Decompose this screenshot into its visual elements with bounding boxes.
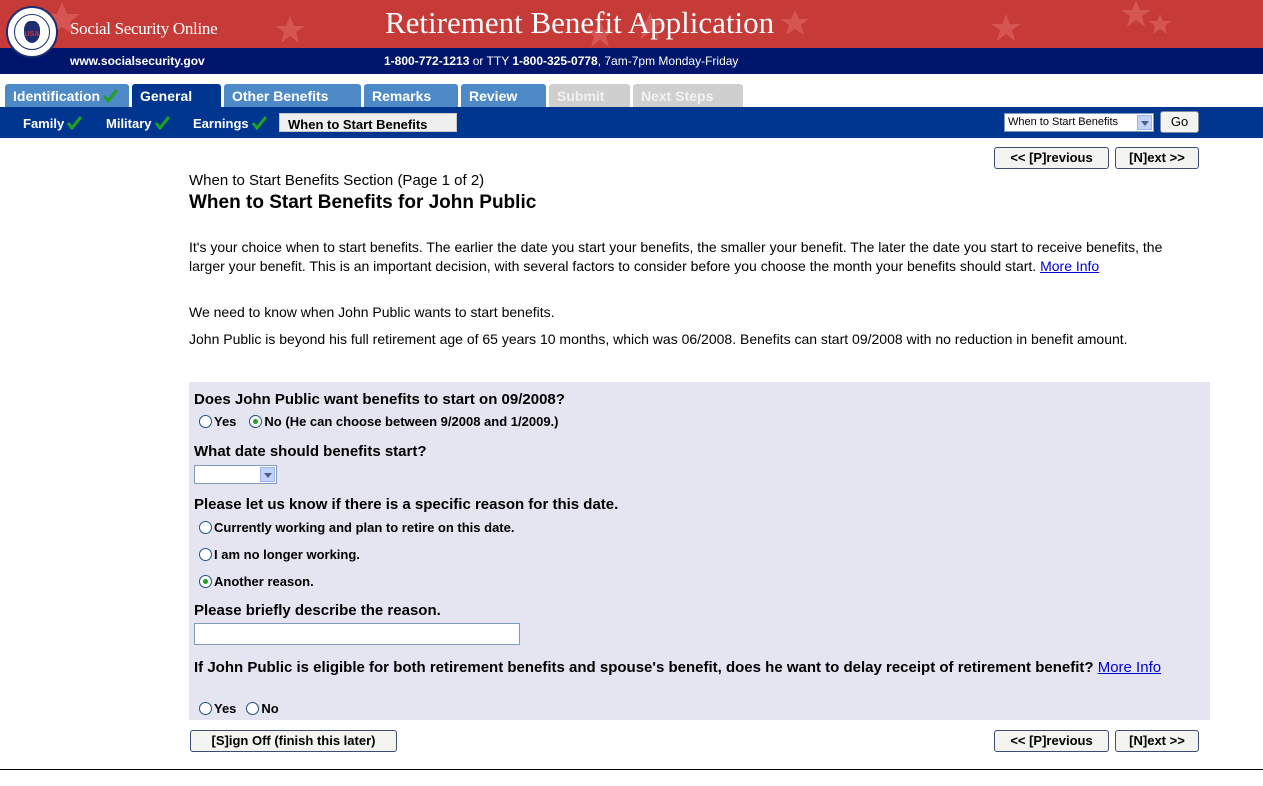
q1-no-radio[interactable] <box>249 415 262 428</box>
q5-text: If John Public is eligible for both retirement benefits and spouse's benefit, does he want to delay receipt of retirement benefit? <box>194 659 1098 676</box>
subtab-label: Military <box>106 116 152 131</box>
subtab-label: Earnings <box>193 116 249 131</box>
tab-label: Submit <box>557 88 605 104</box>
need-to-know-text: We need to know when John Public wants to start benefits. <box>189 304 555 320</box>
q1-options <box>199 414 558 429</box>
tab-label: Review <box>469 88 518 104</box>
q5-no-label: No <box>261 701 279 716</box>
section-nav-select[interactable] <box>1004 113 1154 132</box>
tab-identification[interactable] <box>5 84 129 107</box>
site-url: www.socialsecurity.gov <box>70 54 205 68</box>
subtab-earnings[interactable] <box>193 116 267 131</box>
q1-no-label: No (He can choose between 9/2008 and 1/2009.) <box>264 414 559 429</box>
tab-general[interactable] <box>132 84 221 107</box>
subtab-family[interactable] <box>23 116 82 131</box>
reason-not-working-label: I am no longer working. <box>214 547 360 562</box>
phone-info <box>384 54 738 68</box>
tab-submit <box>549 84 630 107</box>
previous-button-top[interactable]: << [P]revious <box>994 147 1109 169</box>
go-button[interactable]: Go <box>1160 111 1199 133</box>
q5-yes-radio[interactable] <box>199 702 212 715</box>
phone-hours: , 7am-7pm Monday-Friday <box>597 54 739 68</box>
tab-review[interactable] <box>461 84 546 107</box>
q5-no-radio[interactable] <box>246 702 259 715</box>
start-date-select[interactable] <box>194 465 277 484</box>
ssa-seal-logo <box>6 6 58 58</box>
q-start-date: What date should benefits start? <box>194 443 427 460</box>
checkmark-icon <box>155 116 170 130</box>
reason-option-another <box>199 574 314 589</box>
reason-working-radio[interactable] <box>199 521 212 534</box>
reason-option-not-working <box>199 547 360 562</box>
q5-options <box>199 701 279 716</box>
seal-ring <box>14 14 50 50</box>
reason-text-input[interactable] <box>194 623 520 645</box>
tab-label: Other Benefits <box>232 88 329 104</box>
section-label: When to Start Benefits Section (Page 1 of 2) <box>189 172 485 189</box>
chevron-down-icon[interactable] <box>1137 115 1152 130</box>
q5-yes-label: Yes <box>214 701 237 716</box>
q5-more-info-link[interactable]: More Info <box>1097 659 1162 676</box>
page-title: When to Start Benefits for John Public <box>189 192 537 213</box>
q-describe-reason: Please briefly describe the reason. <box>194 602 441 619</box>
tab-label: Identification <box>13 88 101 104</box>
subtab-label: When to Start Benefits <box>288 117 428 132</box>
phone-primary: 1-800-772-1213 <box>384 54 470 68</box>
section-nav-selected: When to Start Benefits <box>1008 116 1119 128</box>
main-tabs <box>0 84 1263 107</box>
q-delay-retirement <box>194 658 1199 678</box>
question-panel <box>189 382 1210 720</box>
site-header <box>0 0 1263 48</box>
reason-option-working <box>199 520 514 535</box>
checkmark-icon <box>252 116 267 130</box>
brand-name: Social Security Online <box>70 19 218 38</box>
seal-text: USA <box>24 31 40 38</box>
next-button-top[interactable]: [N]ext >> <box>1115 147 1199 169</box>
tab-label: General <box>140 88 193 104</box>
retirement-age-text: John Public is beyond his full retirement age of 65 years 10 months, which was 06/2008. Benefits can start 09/2008 with no reduction in benefit amount. <box>189 331 1128 347</box>
q-start-0908: Does John Public want benefits to start on 09/2008? <box>194 391 565 408</box>
chevron-down-icon[interactable] <box>260 467 275 482</box>
tab-other-benefits[interactable] <box>224 84 361 107</box>
q1-yes-radio[interactable] <box>199 415 212 428</box>
subtab-label: Family <box>23 116 65 131</box>
checkmark-icon <box>67 116 82 130</box>
intro-text: It's your choice when to start benefits. The earlier the date you start your benefits, the smaller your benefit. The later the date you start to receive benefits, the larger your benefit. This is an important decision, with several factors to consider before you choose the month your benefits should start. <box>189 239 1163 274</box>
subtab-when-to-start-benefits[interactable] <box>279 113 457 132</box>
subtab-military[interactable] <box>106 116 170 131</box>
reason-working-label: Currently working and plan to retire on this date. <box>214 520 515 535</box>
more-info-link[interactable]: More Info <box>1040 258 1100 274</box>
previous-button-bottom[interactable]: << [P]revious <box>994 730 1109 752</box>
application-title: Retirement Benefit Application <box>385 5 775 40</box>
tab-label: Remarks <box>372 88 432 104</box>
next-button-bottom[interactable]: [N]ext >> <box>1115 730 1199 752</box>
q1-yes-label: Yes <box>214 414 237 429</box>
tab-remarks[interactable] <box>364 84 458 107</box>
footer-divider <box>0 769 1263 770</box>
intro-paragraph <box>189 238 1189 276</box>
tab-next-steps <box>633 84 743 107</box>
reason-another-label: Another reason. <box>214 574 314 589</box>
header-contact-bar <box>0 48 1263 74</box>
checkmark-icon <box>103 89 118 103</box>
tab-label: Next Steps <box>641 88 714 104</box>
phone-or: or TTY <box>469 54 513 68</box>
sign-off-button[interactable]: [S]ign Off (finish this later) <box>190 730 397 752</box>
reason-another-radio[interactable] <box>199 575 212 588</box>
sub-tabs-bar <box>0 107 1263 138</box>
phone-tty: 1-800-325-0778 <box>512 54 598 68</box>
q-reason: Please let us know if there is a specific reason for this date. <box>194 496 619 513</box>
reason-not-working-radio[interactable] <box>199 548 212 561</box>
